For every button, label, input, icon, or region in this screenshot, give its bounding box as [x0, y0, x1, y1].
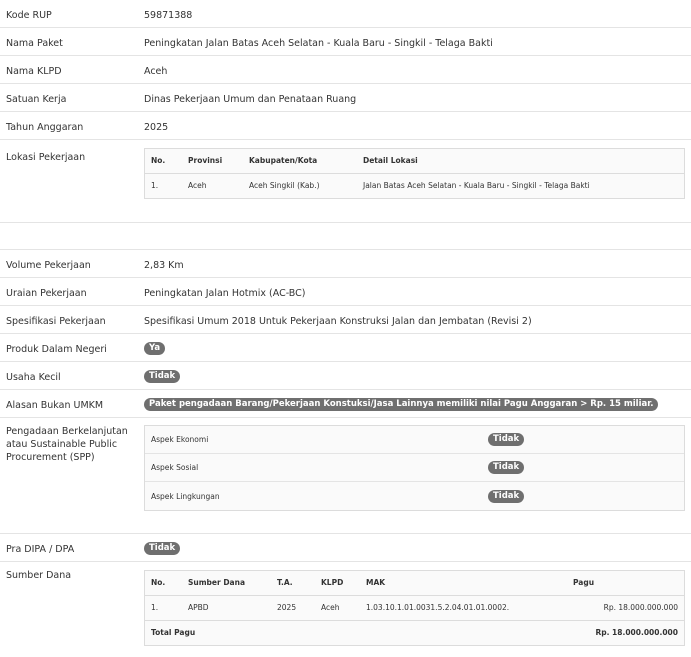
spp-aspek-lingkungan: Aspek Lingkungan [151, 491, 220, 501]
sd-cell-sumber: APBD [188, 603, 209, 612]
row-spesifikasi [0, 306, 691, 334]
row-usaha-kecil [0, 362, 691, 390]
usaha-kecil-badge: Tidak [144, 370, 180, 383]
label-usaha-kecil: Usaha Kecil [6, 372, 61, 383]
list-item [145, 426, 684, 454]
alasan-bukan-umkm-badge: Paket pengadaan Barang/Pekerjaan Konstuksi/Jasa Lainnya memiliki nilai Pagu Anggaran > Rp. 15 miliar. [144, 398, 658, 411]
lokasi-cell-detail: Jalan Batas Aceh Selatan - Kuala Baru - Singkil - Telaga Bakti [363, 181, 590, 191]
lokasi-cell-provinsi: Aceh [188, 181, 207, 191]
label-tahun-anggaran: Tahun Anggaran [6, 122, 84, 133]
label-nama-klpd: Nama KLPD [6, 66, 62, 77]
label-spp: Pengadaan Berkelanjutan atau Sustainable Public Procurement (SPP) [6, 426, 128, 463]
label-volume: Volume Pekerjaan [6, 260, 91, 271]
value-nama-klpd: Aceh [144, 66, 168, 77]
spp-sosial-badge: Tidak [488, 461, 524, 474]
label-kode-rup: Kode RUP [6, 10, 52, 21]
label-uraian: Uraian Pekerjaan [6, 288, 87, 299]
lokasi-table [144, 148, 685, 199]
row-lokasi-pekerjaan [0, 140, 691, 223]
lokasi-header-provinsi: Provinsi [182, 149, 243, 173]
total-pagu-value: Rp. 18.000.000.000 [595, 628, 678, 638]
pra-dipa-badge: Tidak [144, 542, 180, 555]
sd-cell-ta: 2025 [277, 603, 297, 612]
lokasi-header-kabupaten: Kabupaten/Kota [243, 149, 357, 173]
label-alasan-bukan-umkm: Alasan Bukan UMKM [6, 400, 104, 411]
lokasi-header-no: No. [145, 149, 182, 173]
row-spacer [0, 223, 691, 250]
total-row [145, 620, 684, 645]
value-volume: 2,83 Km [144, 260, 184, 271]
sd-cell-klpd: Aceh [321, 603, 340, 612]
row-uraian [0, 278, 691, 306]
label-sumber-dana: Sumber Dana [6, 570, 72, 581]
row-volume [0, 250, 691, 278]
label-spesifikasi: Spesifikasi Pekerjaan [6, 316, 106, 327]
row-tahun-anggaran [0, 112, 691, 140]
label-lokasi-pekerjaan: Lokasi Pekerjaan [6, 152, 86, 163]
list-item [145, 482, 684, 510]
lokasi-header-detail: Detail Lokasi [357, 149, 684, 173]
label-pra-dipa: Pra DIPA / DPA [6, 544, 75, 555]
row-spp [0, 418, 691, 534]
label-produk-dalam-negeri: Produk Dalam Negeri [6, 344, 107, 355]
row-nama-klpd [0, 56, 691, 84]
spp-lingkungan-badge: Tidak [488, 490, 524, 503]
sd-cell-no: 1. [151, 603, 159, 612]
lokasi-cell-kabupaten: Aceh Singkil (Kab.) [249, 181, 320, 191]
sd-cell-pagu: Rp. 18.000.000.000 [603, 603, 678, 612]
row-kode-rup [0, 0, 691, 28]
sd-header-ta: T.A. [271, 571, 315, 595]
sd-cell-mak: 1.03.10.1.01.0031.5.2.04.01.01.0002. [366, 603, 510, 612]
spp-aspek-sosial: Aspek Sosial [151, 463, 199, 472]
label-satuan-kerja: Satuan Kerja [6, 94, 67, 105]
list-item [145, 454, 684, 482]
sd-header-mak: MAK [360, 571, 567, 595]
spp-ekonomi-badge: Tidak [488, 433, 524, 446]
spp-table [144, 425, 685, 511]
row-satuan-kerja [0, 84, 691, 112]
lokasi-cell-no: 1. [151, 181, 159, 191]
value-satuan-kerja: Dinas Pekerjaan Umum dan Penataan Ruang [144, 94, 357, 105]
value-kode-rup: 59871388 [144, 10, 193, 21]
value-nama-paket: Peningkatan Jalan Batas Aceh Selatan - Kuala Baru - Singkil - Telaga Bakti [144, 38, 493, 49]
row-nama-paket [0, 28, 691, 56]
sd-header-klpd: KLPD [315, 571, 360, 595]
row-pra-dipa [0, 534, 691, 562]
produk-dalam-negeri-badge: Ya [144, 342, 165, 355]
value-spesifikasi: Spesifikasi Umum 2018 Untuk Pekerjaan Konstruksi Jalan dan Jembatan (Revisi 2) [144, 316, 532, 327]
label-nama-paket: Nama Paket [6, 38, 63, 49]
sd-header-sumber: Sumber Dana [182, 571, 271, 595]
value-tahun-anggaran: 2025 [144, 122, 169, 133]
table-row [145, 173, 684, 198]
table-row [145, 595, 684, 620]
row-produk-dalam-negeri [0, 334, 691, 362]
total-pagu-label: Total Pagu [151, 628, 196, 638]
row-alasan-bukan-umkm [0, 390, 691, 418]
row-sumber-dana [0, 562, 691, 657]
sd-header-no: No. [145, 571, 182, 595]
sumber-dana-table [144, 570, 685, 646]
value-uraian: Peningkatan Jalan Hotmix (AC-BC) [144, 288, 306, 299]
spp-aspek-ekonomi: Aspek Ekonomi [151, 435, 209, 444]
sd-header-pagu: Pagu [567, 571, 684, 595]
